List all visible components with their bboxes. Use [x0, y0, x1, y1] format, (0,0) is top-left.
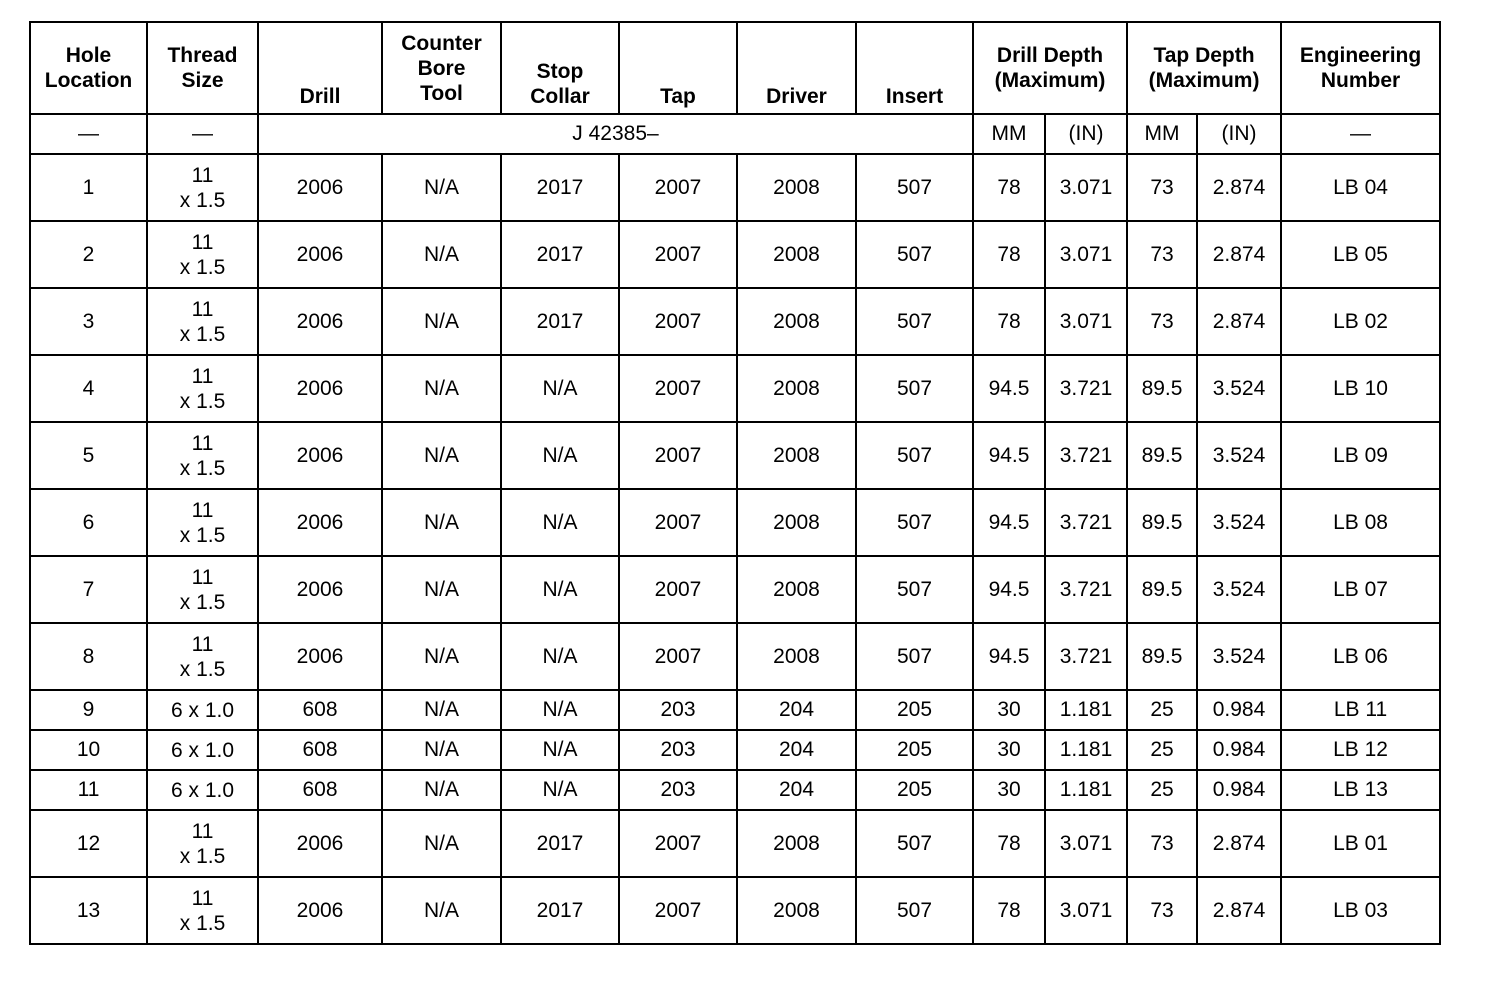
thread-size-line: 11	[191, 632, 214, 656]
tap-cell: 2007	[619, 288, 737, 355]
drill-depth-in-cell: 3.071	[1045, 154, 1127, 221]
header-tap: Tap	[619, 22, 737, 114]
stop-collar-cell: N/A	[501, 690, 619, 730]
drill-depth-mm-cell: 78	[973, 877, 1045, 944]
stop-collar-cell: 2017	[501, 221, 619, 288]
table-row	[30, 422, 1440, 489]
driver-cell: 204	[737, 770, 856, 810]
thread-size-cell	[147, 623, 258, 690]
tap-cell: 2007	[619, 154, 737, 221]
stop-collar-cell: 2017	[501, 288, 619, 355]
insert-cell: 205	[856, 730, 973, 770]
drill-depth-in-cell: 1.181	[1045, 770, 1127, 810]
counter-bore-cell: N/A	[382, 221, 501, 288]
drill-cell: 2006	[258, 154, 382, 221]
tap-cell: 2007	[619, 221, 737, 288]
thread-size-cell	[147, 221, 258, 288]
counter-bore-cell: N/A	[382, 422, 501, 489]
insert-cell: 205	[856, 770, 973, 810]
drill-depth-in-cell: 1.181	[1045, 730, 1127, 770]
table-row	[30, 556, 1440, 623]
thread-size-line: 11	[191, 163, 214, 187]
stop-collar-cell: N/A	[501, 770, 619, 810]
thread-size-cell	[147, 556, 258, 623]
thread-size-cell	[147, 690, 258, 730]
tap-depth-in-cell: 0.984	[1197, 730, 1281, 770]
driver-cell: 2008	[737, 877, 856, 944]
hole-location-cell: 7	[30, 556, 147, 623]
drill-cell: 2006	[258, 556, 382, 623]
engineering-number-cell: LB 04	[1281, 154, 1440, 221]
thread-size-cell	[147, 422, 258, 489]
thread-size-line: 11	[191, 886, 214, 910]
insert-cell: 507	[856, 422, 973, 489]
table-row	[30, 690, 1440, 730]
header-driver: Driver	[737, 22, 856, 114]
thread-size-cell	[147, 810, 258, 877]
thread-size-cell	[147, 355, 258, 422]
counter-bore-cell: N/A	[382, 730, 501, 770]
counter-bore-cell: N/A	[382, 154, 501, 221]
tap-depth-in-cell: 0.984	[1197, 770, 1281, 810]
table-row	[30, 770, 1440, 810]
tap-depth-mm-cell: 89.5	[1127, 489, 1197, 556]
tap-cell: 2007	[619, 810, 737, 877]
stop-collar-cell: 2017	[501, 877, 619, 944]
subheader-drill-in: (IN)	[1045, 114, 1127, 154]
subheader-eng-dash: —	[1281, 114, 1440, 154]
insert-cell: 507	[856, 623, 973, 690]
thread-size-line: x 1.5	[179, 456, 226, 480]
thread-size-line: x 1.5	[179, 523, 226, 547]
engineering-number-cell: LB 12	[1281, 730, 1440, 770]
thread-size-line: x 1.5	[179, 657, 226, 681]
subheader-tap-in: (IN)	[1197, 114, 1281, 154]
insert-cell: 507	[856, 489, 973, 556]
header-row	[30, 22, 1440, 114]
stop-collar-cell: N/A	[501, 730, 619, 770]
tap-cell: 203	[619, 690, 737, 730]
engineering-number-cell: LB 09	[1281, 422, 1440, 489]
table-body	[30, 154, 1440, 944]
counter-bore-cell: N/A	[382, 690, 501, 730]
tap-depth-in-cell: 2.874	[1197, 221, 1281, 288]
drill-depth-in-cell: 3.721	[1045, 623, 1127, 690]
drill-cell: 2006	[258, 355, 382, 422]
thread-size-line: x 1.5	[179, 389, 226, 413]
hole-location-cell: 5	[30, 422, 147, 489]
insert-cell: 507	[856, 810, 973, 877]
header-tap-depth: Tap Depth (Maximum)	[1127, 22, 1281, 114]
hole-location-cell: 1	[30, 154, 147, 221]
thread-size-line: x 1.5	[179, 188, 226, 212]
tap-cell: 2007	[619, 422, 737, 489]
thread-size-line: 6 x 1.0	[170, 698, 235, 722]
drill-cell: 2006	[258, 221, 382, 288]
drill-depth-mm-cell: 94.5	[973, 623, 1045, 690]
thread-size-line: 11	[191, 297, 214, 321]
table-row	[30, 489, 1440, 556]
thread-size-cell	[147, 489, 258, 556]
hole-location-cell: 6	[30, 489, 147, 556]
insert-cell: 205	[856, 690, 973, 730]
driver-cell: 2008	[737, 422, 856, 489]
thread-size-cell	[147, 770, 258, 810]
drill-depth-mm-cell: 94.5	[973, 422, 1045, 489]
tap-depth-in-cell: 0.984	[1197, 690, 1281, 730]
table-row	[30, 288, 1440, 355]
thread-size-line: x 1.5	[179, 255, 226, 279]
counter-bore-cell: N/A	[382, 810, 501, 877]
insert-cell: 507	[856, 288, 973, 355]
tap-depth-in-cell: 2.874	[1197, 288, 1281, 355]
thread-size-line: 6 x 1.0	[170, 738, 235, 762]
thread-size-line: 11	[191, 364, 214, 388]
hole-location-cell: 13	[30, 877, 147, 944]
drill-depth-mm-cell: 30	[973, 770, 1045, 810]
tap-cell: 203	[619, 730, 737, 770]
tap-cell: 2007	[619, 877, 737, 944]
tap-depth-mm-cell: 25	[1127, 690, 1197, 730]
subheader-tap-mm: MM	[1127, 114, 1197, 154]
header-counter-bore-tool: Counter Bore Tool	[382, 22, 501, 114]
counter-bore-cell: N/A	[382, 877, 501, 944]
thread-size-line: x 1.5	[179, 322, 226, 346]
header-drill-depth: Drill Depth (Maximum)	[973, 22, 1127, 114]
thread-size-line: x 1.5	[179, 590, 226, 614]
drill-depth-in-cell: 3.071	[1045, 221, 1127, 288]
subheader-thread-dash: —	[147, 114, 258, 154]
tap-cell: 2007	[619, 623, 737, 690]
table-row	[30, 221, 1440, 288]
tap-depth-mm-cell: 89.5	[1127, 355, 1197, 422]
stop-collar-cell: 2017	[501, 154, 619, 221]
thread-size-line: 11	[191, 431, 214, 455]
driver-cell: 2008	[737, 810, 856, 877]
thread-size-line: x 1.5	[179, 911, 226, 935]
drill-depth-mm-cell: 78	[973, 288, 1045, 355]
thread-size-line: 11	[191, 498, 214, 522]
insert-cell: 507	[856, 221, 973, 288]
engineering-number-cell: LB 02	[1281, 288, 1440, 355]
hole-location-cell: 8	[30, 623, 147, 690]
drill-cell: 2006	[258, 489, 382, 556]
hole-location-cell: 2	[30, 221, 147, 288]
stop-collar-cell: N/A	[501, 355, 619, 422]
drill-depth-in-cell: 3.721	[1045, 489, 1127, 556]
tap-depth-mm-cell: 25	[1127, 730, 1197, 770]
drill-depth-mm-cell: 94.5	[973, 556, 1045, 623]
tap-depth-in-cell: 3.524	[1197, 556, 1281, 623]
driver-cell: 2008	[737, 623, 856, 690]
header-thread-size: Thread Size	[147, 22, 258, 114]
engineering-number-cell: LB 08	[1281, 489, 1440, 556]
driver-cell: 2008	[737, 556, 856, 623]
counter-bore-cell: N/A	[382, 770, 501, 810]
engineering-number-cell: LB 10	[1281, 355, 1440, 422]
drill-depth-in-cell: 1.181	[1045, 690, 1127, 730]
table-row	[30, 623, 1440, 690]
hole-location-cell: 11	[30, 770, 147, 810]
drill-cell: 2006	[258, 877, 382, 944]
drill-depth-mm-cell: 94.5	[973, 355, 1045, 422]
hole-location-cell: 3	[30, 288, 147, 355]
drill-depth-mm-cell: 30	[973, 690, 1045, 730]
tap-depth-mm-cell: 73	[1127, 877, 1197, 944]
drill-cell: 2006	[258, 623, 382, 690]
drill-cell: 608	[258, 730, 382, 770]
tap-cell: 2007	[619, 556, 737, 623]
insert-cell: 507	[856, 154, 973, 221]
drill-depth-mm-cell: 78	[973, 221, 1045, 288]
thread-size-cell	[147, 288, 258, 355]
tap-depth-mm-cell: 89.5	[1127, 422, 1197, 489]
drill-depth-mm-cell: 78	[973, 154, 1045, 221]
tap-depth-in-cell: 2.874	[1197, 877, 1281, 944]
drill-depth-in-cell: 3.721	[1045, 422, 1127, 489]
thread-size-line: 11	[191, 819, 214, 843]
tap-cell: 2007	[619, 489, 737, 556]
drill-depth-mm-cell: 78	[973, 810, 1045, 877]
drill-cell: 608	[258, 690, 382, 730]
thread-size-cell	[147, 730, 258, 770]
stop-collar-cell: N/A	[501, 623, 619, 690]
stop-collar-cell: N/A	[501, 422, 619, 489]
drill-depth-in-cell: 3.071	[1045, 810, 1127, 877]
header-stop-collar: Stop Collar	[501, 22, 619, 114]
drill-depth-mm-cell: 94.5	[973, 489, 1045, 556]
thread-size-cell	[147, 154, 258, 221]
thread-size-line: 6 x 1.0	[170, 778, 235, 802]
counter-bore-cell: N/A	[382, 556, 501, 623]
stop-collar-cell: 2017	[501, 810, 619, 877]
driver-cell: 2008	[737, 355, 856, 422]
driver-cell: 2008	[737, 489, 856, 556]
engineering-number-cell: LB 01	[1281, 810, 1440, 877]
thread-size-cell	[147, 877, 258, 944]
hole-location-cell: 4	[30, 355, 147, 422]
table-row	[30, 355, 1440, 422]
subheader-tool-prefix: J 42385–	[258, 114, 973, 154]
counter-bore-cell: N/A	[382, 623, 501, 690]
table-row	[30, 810, 1440, 877]
tap-cell: 2007	[619, 355, 737, 422]
tap-depth-mm-cell: 25	[1127, 770, 1197, 810]
engineering-number-cell: LB 11	[1281, 690, 1440, 730]
tap-depth-mm-cell: 73	[1127, 221, 1197, 288]
counter-bore-cell: N/A	[382, 288, 501, 355]
counter-bore-cell: N/A	[382, 489, 501, 556]
engineering-number-cell: LB 07	[1281, 556, 1440, 623]
counter-bore-cell: N/A	[382, 355, 501, 422]
driver-cell: 2008	[737, 154, 856, 221]
table-row	[30, 877, 1440, 944]
tool-specification-table	[29, 21, 1441, 945]
header-engineering-number: Engineering Number	[1281, 22, 1440, 114]
header-hole-location: Hole Location	[30, 22, 147, 114]
driver-cell: 2008	[737, 288, 856, 355]
drill-depth-in-cell: 3.071	[1045, 877, 1127, 944]
drill-cell: 2006	[258, 422, 382, 489]
hole-location-cell: 9	[30, 690, 147, 730]
tap-depth-in-cell: 3.524	[1197, 623, 1281, 690]
engineering-number-cell: LB 13	[1281, 770, 1440, 810]
thread-size-line: 11	[191, 565, 214, 589]
subheader-row	[30, 114, 1440, 154]
engineering-number-cell: LB 05	[1281, 221, 1440, 288]
table-row	[30, 154, 1440, 221]
engineering-number-cell: LB 06	[1281, 623, 1440, 690]
tap-depth-in-cell: 3.524	[1197, 422, 1281, 489]
tap-depth-mm-cell: 89.5	[1127, 556, 1197, 623]
tap-depth-in-cell: 3.524	[1197, 355, 1281, 422]
driver-cell: 2008	[737, 221, 856, 288]
drill-cell: 608	[258, 770, 382, 810]
tap-depth-mm-cell: 89.5	[1127, 623, 1197, 690]
drill-cell: 2006	[258, 288, 382, 355]
driver-cell: 204	[737, 730, 856, 770]
tap-depth-in-cell: 2.874	[1197, 810, 1281, 877]
subheader-hole-dash: —	[30, 114, 147, 154]
hole-location-cell: 10	[30, 730, 147, 770]
engineering-number-cell: LB 03	[1281, 877, 1440, 944]
insert-cell: 507	[856, 355, 973, 422]
drill-depth-in-cell: 3.071	[1045, 288, 1127, 355]
drill-depth-in-cell: 3.721	[1045, 355, 1127, 422]
thread-size-line: x 1.5	[179, 844, 226, 868]
drill-depth-in-cell: 3.721	[1045, 556, 1127, 623]
hole-location-cell: 12	[30, 810, 147, 877]
header-insert: Insert	[856, 22, 973, 114]
table-row	[30, 730, 1440, 770]
tap-depth-in-cell: 3.524	[1197, 489, 1281, 556]
stop-collar-cell: N/A	[501, 556, 619, 623]
insert-cell: 507	[856, 556, 973, 623]
tap-cell: 203	[619, 770, 737, 810]
insert-cell: 507	[856, 877, 973, 944]
tap-depth-mm-cell: 73	[1127, 288, 1197, 355]
subheader-drill-mm: MM	[973, 114, 1045, 154]
header-drill: Drill	[258, 22, 382, 114]
tap-depth-mm-cell: 73	[1127, 810, 1197, 877]
tap-depth-mm-cell: 73	[1127, 154, 1197, 221]
driver-cell: 204	[737, 690, 856, 730]
drill-cell: 2006	[258, 810, 382, 877]
tap-depth-in-cell: 2.874	[1197, 154, 1281, 221]
drill-depth-mm-cell: 30	[973, 730, 1045, 770]
stop-collar-cell: N/A	[501, 489, 619, 556]
thread-size-line: 11	[191, 230, 214, 254]
